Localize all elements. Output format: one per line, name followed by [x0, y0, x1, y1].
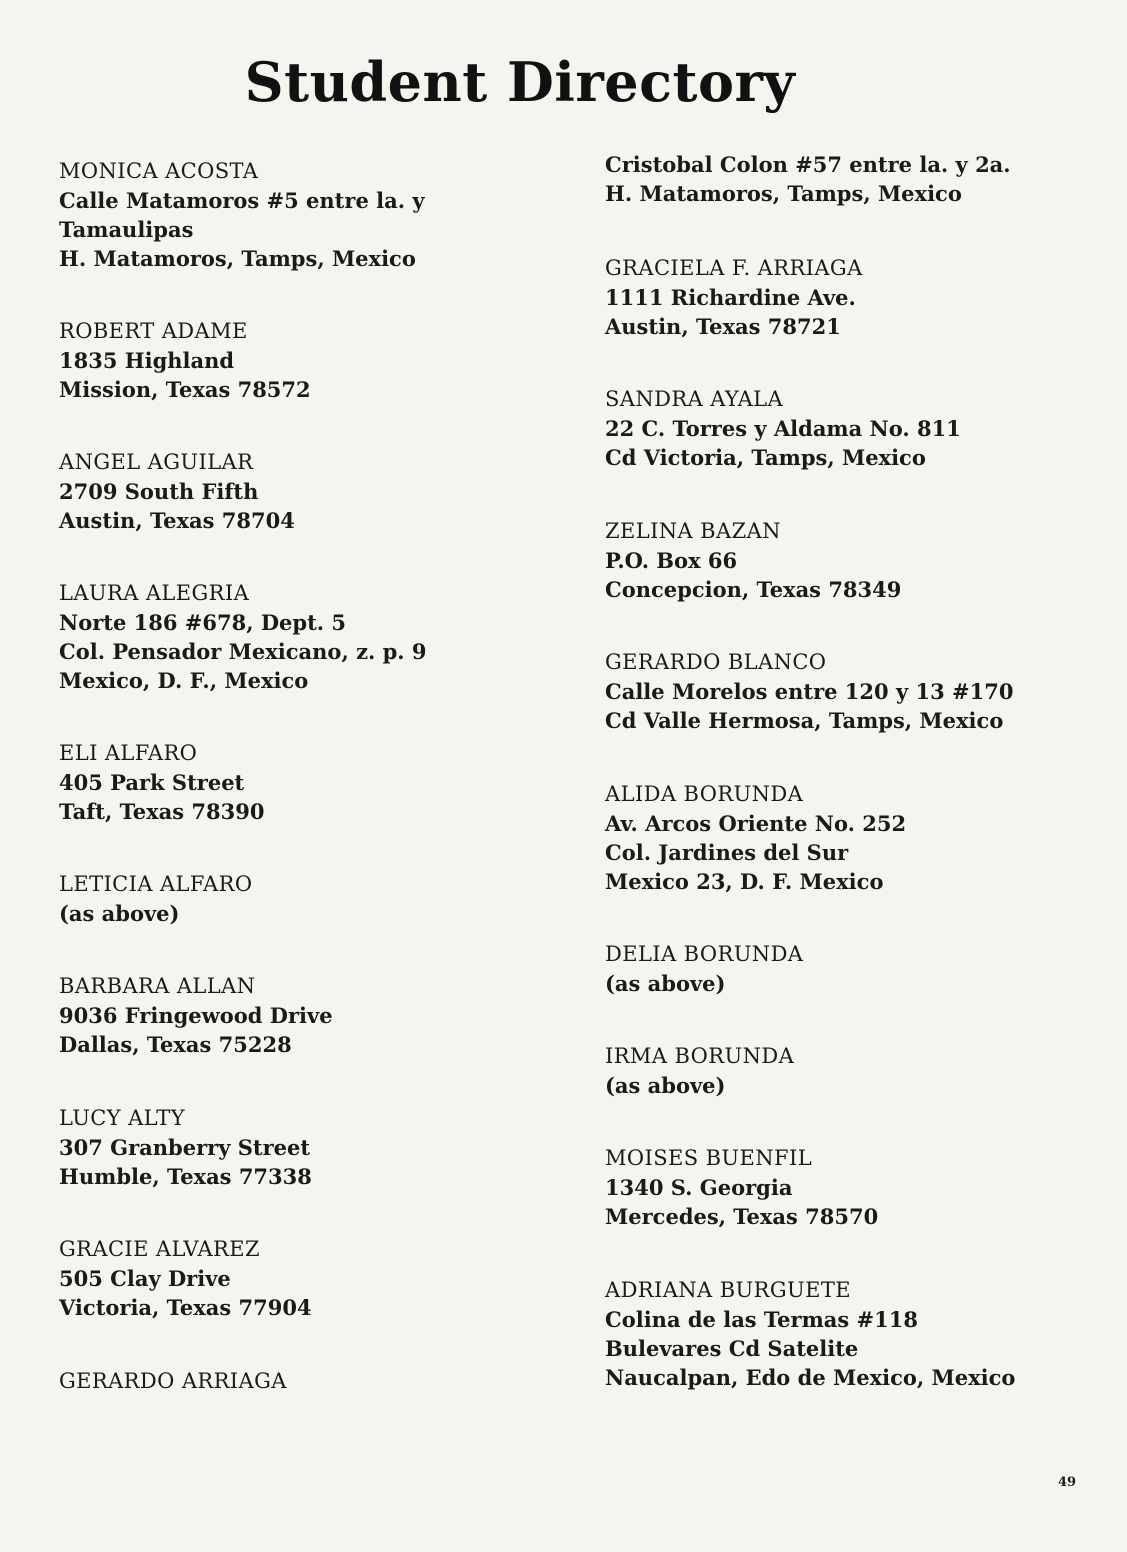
address-line: Concepcion, Texas 78349: [605, 577, 902, 602]
student-name: ALIDA BORUNDA: [605, 782, 804, 806]
student-name: LUCY ALTY: [59, 1106, 185, 1130]
student-name: GRACIE ALVAREZ: [59, 1237, 260, 1261]
directory-entry: [605, 1144, 878, 1231]
address-line: Mercedes, Texas 78570: [605, 1204, 879, 1229]
address-line: Victoria, Texas 77904: [59, 1295, 312, 1320]
directory-entry: [59, 739, 264, 826]
directory-entry: [605, 254, 863, 341]
student-name: ROBERT ADAME: [59, 319, 248, 343]
address-line: Av. Arcos Oriente No. 252: [605, 811, 907, 836]
address-line: Cd Valle Hermosa, Tamps, Mexico: [605, 708, 1004, 733]
directory-entry: [605, 1276, 1015, 1392]
address-line: (as above): [605, 1073, 726, 1098]
address-line: 9036 Fringewood Drive: [59, 1003, 333, 1028]
student-name: ANGEL AGUILAR: [59, 450, 254, 474]
address-line: Mission, Texas 78572: [59, 377, 311, 402]
student-name: GERARDO BLANCO: [605, 650, 827, 674]
address-line: Calle Matamoros #5 entre la. y: [59, 188, 425, 213]
address-line: 1340 S. Georgia: [605, 1175, 793, 1200]
address-line: P.O. Box 66: [605, 548, 738, 573]
address-line: Calle Morelos entre 120 y 13 #170: [605, 679, 1014, 704]
directory-entry: [59, 1367, 287, 1396]
address-line: Cd Victoria, Tamps, Mexico: [605, 445, 926, 470]
directory-entry: [605, 648, 1013, 735]
address-line: (as above): [59, 901, 180, 926]
address-line: Norte 186 #678, Dept. 5: [59, 610, 347, 635]
directory-entry: [605, 940, 803, 998]
address-line: H. Matamoros, Tamps, Mexico: [605, 181, 962, 206]
address-line: Taft, Texas 78390: [59, 799, 265, 824]
student-name: ADRIANA BURGUETE: [605, 1278, 851, 1302]
student-name: BARBARA ALLAN: [59, 974, 256, 998]
address-line: Colina de las Termas #118: [605, 1307, 918, 1332]
directory-entry: [59, 317, 311, 404]
address-line: Col. Jardines del Sur: [605, 840, 849, 865]
address-line: 22 C. Torres y Aldama No. 811: [605, 416, 961, 441]
directory-entry: [59, 870, 252, 928]
address-line: Naucalpan, Edo de Mexico, Mexico: [605, 1365, 1016, 1390]
address-line: Dallas, Texas 75228: [59, 1032, 292, 1057]
directory-entry: [59, 972, 333, 1059]
address-line: Austin, Texas 78721: [605, 314, 841, 339]
student-name: GRACIELA F. ARRIAGA: [605, 256, 863, 280]
address-line: Tamaulipas: [59, 217, 194, 242]
directory-entry: [59, 157, 425, 273]
directory-entry: [605, 385, 961, 472]
directory-entry: [59, 579, 427, 695]
student-name: ZELINA BAZAN: [605, 519, 781, 543]
student-name: MONICA ACOSTA: [59, 159, 259, 183]
page-title: Student Directory: [244, 50, 796, 114]
student-name: LAURA ALEGRIA: [59, 581, 250, 605]
address-line: 405 Park Street: [59, 770, 245, 795]
address-line: 1111 Richardine Ave.: [605, 285, 856, 310]
directory-entry: [59, 1104, 312, 1191]
address-line: Mexico 23, D. F. Mexico: [605, 869, 884, 894]
page-number: 49: [1058, 1475, 1077, 1490]
student-name: MOISES BUENFIL: [605, 1146, 813, 1170]
directory-entry: [605, 1042, 794, 1100]
address-line: Austin, Texas 78704: [59, 508, 295, 533]
address-line: (as above): [605, 971, 726, 996]
address-line: 505 Clay Drive: [59, 1266, 231, 1291]
address-line: Bulevares Cd Satelite: [605, 1336, 859, 1361]
student-name: ELI ALFARO: [59, 741, 198, 765]
address-line: Col. Pensador Mexicano, z. p. 9: [59, 639, 427, 664]
student-name: IRMA BORUNDA: [605, 1044, 795, 1068]
directory-entry: [605, 517, 901, 604]
address-line: 1835 Highland: [59, 348, 235, 373]
student-name: LETICIA ALFARO: [59, 872, 253, 896]
student-name: DELIA BORUNDA: [605, 942, 804, 966]
student-name: GERARDO ARRIAGA: [59, 1369, 287, 1393]
address-line: 307 Granberry Street: [59, 1135, 311, 1160]
directory-entry: [59, 448, 295, 535]
directory-entry: [605, 780, 906, 896]
address-line: 2709 South Fifth: [59, 479, 259, 504]
address-line: Cristobal Colon #57 entre la. y 2a.: [605, 152, 1011, 177]
address-line: Mexico, D. F., Mexico: [59, 668, 309, 693]
directory-entry: [59, 1235, 312, 1322]
directory-entry-continued: [605, 150, 1011, 208]
address-line: Humble, Texas 77338: [59, 1164, 312, 1189]
address-line: H. Matamoros, Tamps, Mexico: [59, 246, 416, 271]
student-name: SANDRA AYALA: [605, 387, 784, 411]
